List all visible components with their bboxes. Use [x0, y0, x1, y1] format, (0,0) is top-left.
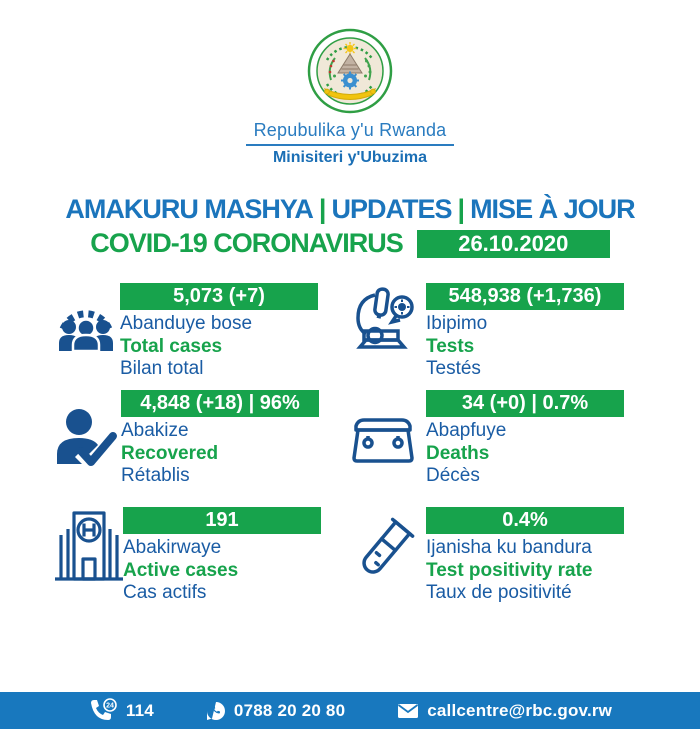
total-cases-icon [55, 287, 120, 351]
tests-icon [348, 285, 426, 357]
stat-tests [348, 283, 655, 390]
email-address: callcentre@rbc.gov.rw [427, 700, 613, 720]
country-name: Repubulika y'u Rwanda [253, 120, 447, 140]
title-part-en: UPDATES [331, 194, 452, 224]
title-separator: | [318, 194, 326, 224]
active-cases-label-en: Active cases [123, 559, 239, 581]
updates-title [0, 194, 700, 225]
stat-total-cases [55, 283, 348, 390]
deaths-label-rw: Abapfuye [426, 420, 507, 441]
total-cases-label-en: Total cases [120, 335, 223, 357]
recovered-label-rw: Abakize [121, 420, 189, 441]
deaths-label-fr: Décès [426, 465, 480, 486]
rwanda-coat-of-arms-icon [307, 28, 393, 114]
stat-recovered [55, 390, 348, 507]
deaths-icon [348, 416, 426, 464]
brand-header [0, 28, 700, 167]
report-date-badge: 26.10.2020 [417, 230, 610, 258]
recovered-label-en: Recovered [121, 442, 219, 464]
stat-active-cases [55, 507, 348, 605]
headline [0, 194, 700, 259]
total-cases-value: 5,073 (+7) [120, 283, 318, 310]
active-cases-label-rw: Abakirwaye [123, 537, 222, 558]
title-part-fr: MISE À JOUR [470, 194, 635, 224]
email-contact [397, 701, 612, 721]
whatsapp-number: 0788 20 20 80 [233, 700, 346, 720]
total-cases-label-rw: Abanduye bose [120, 313, 253, 334]
ministry-banner [246, 144, 454, 167]
email-icon [397, 703, 419, 719]
title-part-rw: AMAKURU MASHYA [65, 194, 313, 224]
ministry-name: Minisiteri y'Ubuzima [272, 149, 428, 166]
test-positivity-icon [348, 513, 426, 587]
total-cases-label-fr: Bilan total [120, 358, 204, 379]
active-cases-icon [55, 509, 123, 585]
whatsapp-contact [206, 701, 345, 721]
test-positivity-label-fr: Taux de positivité [426, 582, 572, 603]
svg-text:24: 24 [105, 702, 114, 709]
active-cases-value: 191 [123, 507, 321, 534]
covid-title: COVID-19 CORONAVIRUS [90, 228, 403, 258]
test-positivity-label-rw: Ijanisha ku bandura [426, 537, 592, 558]
recovered-icon [55, 408, 121, 470]
test-positivity-value: 0.4% [426, 507, 624, 534]
recovered-label-fr: Rétablis [121, 465, 190, 486]
covid-title-row [0, 228, 700, 259]
stat-test-positivity [348, 507, 655, 605]
contact-footer [0, 692, 700, 729]
recovered-value: 4,848 (+18) | 96% [121, 390, 319, 417]
tests-label-rw: Ibipimo [426, 313, 488, 334]
active-cases-label-fr: Cas actifs [123, 582, 207, 603]
tests-label-fr: Testés [426, 358, 481, 379]
deaths-value: 34 (+0) | 0.7% [426, 390, 624, 417]
stats-grid [55, 283, 655, 605]
hotline-number: 114 [125, 700, 154, 720]
tests-label-en: Tests [426, 335, 475, 357]
phone-24-icon [88, 697, 118, 725]
test-positivity-label-en: Test positivity rate [426, 559, 593, 581]
deaths-label-en: Deaths [426, 442, 490, 464]
tests-value: 548,938 (+1,736) [426, 283, 624, 310]
hotline-contact [88, 697, 154, 725]
stat-deaths [348, 390, 655, 507]
title-separator: | [457, 194, 465, 224]
whatsapp-icon [206, 701, 226, 721]
